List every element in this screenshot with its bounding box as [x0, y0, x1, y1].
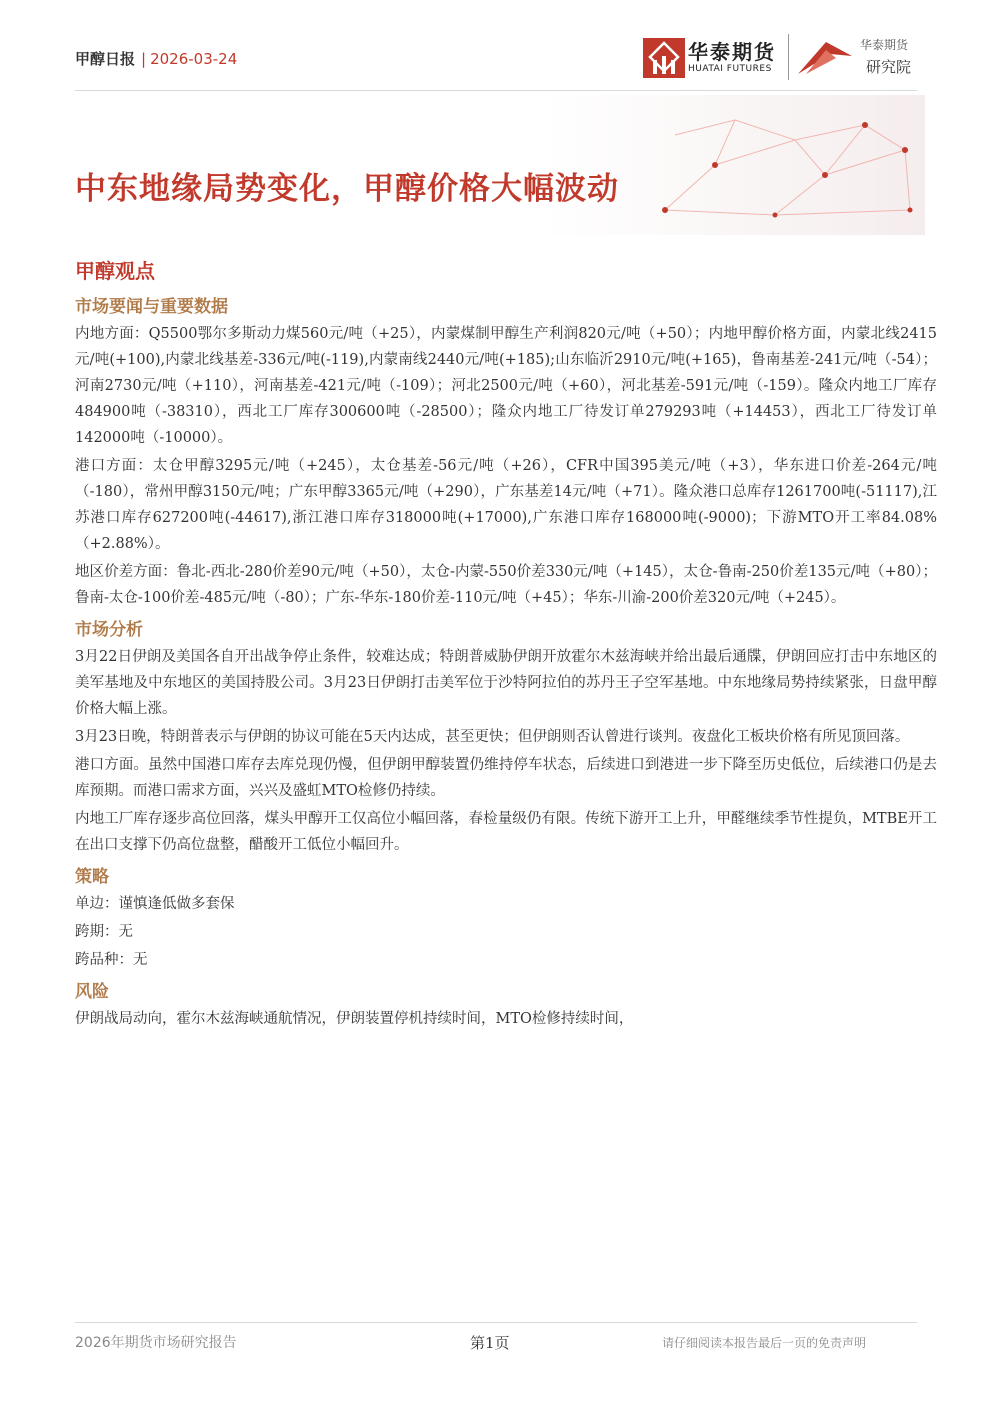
logo-cn-text: 华泰期货	[688, 40, 776, 64]
view-heading: 甲醇观点	[75, 259, 155, 283]
logo-divider	[788, 34, 789, 80]
analysis-paragraph: 3月22日伊朗及美国各自开出战争停止条件，较难达成；特朗普威胁伊朗开放霍尔木兹海峡并给出最后通牒，伊朗回应打击中东地区的美军基地及中东地区的美国持股公司。3月23日伊朗打击美军位于沙特阿拉伯的苏丹王子空军基地。中东地缘局势持续紧张，日盘甲醇价格大幅上涨。	[75, 649, 937, 717]
strategy-single-side: 单边：谨慎逢低做多套保	[75, 896, 235, 912]
strategy-cross-product: 跨品种：无	[75, 952, 148, 968]
analysis-paragraph: 3月23日晚，特朗普表示与伊朗的协议可能在5天内达成，甚至更快；但伊朗则否认曾进行谈判。夜盘化工板块价格有所见顶回落。	[75, 729, 910, 745]
regional-spread-paragraph: 地区价差方面：鲁北-西北-280价差90元/吨（+50），太仓-内蒙-550价差330元/吨（+145），太仓-鲁南-250价差135元/吨（+80）；鲁南-太仓-100价差-485元/吨（-80）；广东-华东-180价差-110元/吨（+45）；华东-川渝-200价差320元/吨（+245）。	[75, 564, 937, 606]
report-header	[75, 48, 237, 69]
footer-divider	[75, 1322, 917, 1323]
header-divider	[75, 90, 917, 91]
market-news-heading: 市场要闻与重要数据	[75, 297, 228, 317]
page-title: 中东地缘局势变化，甲醇价格大幅波动	[75, 171, 619, 207]
analysis-heading: 市场分析	[75, 620, 143, 640]
institute-name: 研究院	[866, 58, 912, 76]
institute-logo-icon	[796, 36, 854, 76]
strategy-intertemporal: 跨期：无	[75, 924, 133, 940]
disclaimer-note: 请仔细阅读本报告最后一页的免责声明	[662, 1336, 867, 1350]
report-body	[75, 255, 937, 1034]
huatai-logo-icon	[643, 38, 685, 78]
port-paragraph: 港口方面：太仓甲醇3295元/吨（+245），太仓基差-56元/吨（+26），CFR中国395美元/吨（+3），华东进口价差-264元/吨（-180），常州甲醇3150元/吨；广东甲醇3365元/吨（+290），广东基差14元/吨（+71）。隆众港口总库存1261700吨(-51117),江苏港口库存627200吨(-44617),浙江港口库存318000吨(+17000),广东港口库存168000吨(-9000)；下游MTO开工率84.08%（+2.88%）。	[75, 458, 937, 552]
risk-paragraph: 伊朗战局动向，霍尔木兹海峡通航情况，伊朗装置停机持续时间，MTO检修持续时间，	[75, 1011, 634, 1027]
analysis-paragraph: 港口方面。虽然中国港口库存去库兑现仍慢，但伊朗甲醇装置仍维持停车状态，后续进口到港进一步下降至历史低位，后续港口仍是去库预期。而港口需求方面，兴兴及盛虹MTO检修仍持续。	[75, 757, 937, 799]
logo-en-text: HUATAI FUTURES	[688, 64, 772, 74]
strategy-heading: 策略	[75, 867, 109, 887]
analysis-paragraph: 内地工厂库存逐步高位回落，煤头甲醇开工仅高位小幅回落，春检量级仍有限。传统下游开工上升，甲醛继续季节性提负，MTBE开工在出口支撑下仍高位盘整，醋酸开工低位小幅回升。	[75, 811, 937, 853]
report-date: 2026-03-24	[150, 50, 238, 68]
report-name: 甲醇日报	[75, 50, 136, 68]
header-separator: |	[141, 50, 147, 68]
page-number: 第1页	[470, 1334, 510, 1352]
risk-heading: 风险	[75, 982, 109, 1002]
footer-report-label: 2026年期货市场研究报告	[75, 1335, 237, 1351]
inland-paragraph: 内地方面：Q5500鄂尔多斯动力煤560元/吨（+25），内蒙煤制甲醇生产利润820元/吨（+50）；内地甲醇价格方面，内蒙北线2415元/吨(+100),内蒙北线基差-336元/吨(-119),内蒙南线2440元/吨(+185);山东临沂2910元/吨(+165)，鲁南基差-241元/吨（-54）；河南2730元/吨（+110），河南基差-421元/吨（-109）；河北2500元/吨（+60），河北基差-591元/吨（-159）。隆众内地工厂库存484900吨（-38310），西北工厂库存300600吨（-28500）；隆众内地工厂待发订单279293吨（+14453），西北工厂待发订单142000吨（-10000）。	[75, 326, 937, 446]
institute-cn-text: 华泰期货	[860, 38, 909, 52]
